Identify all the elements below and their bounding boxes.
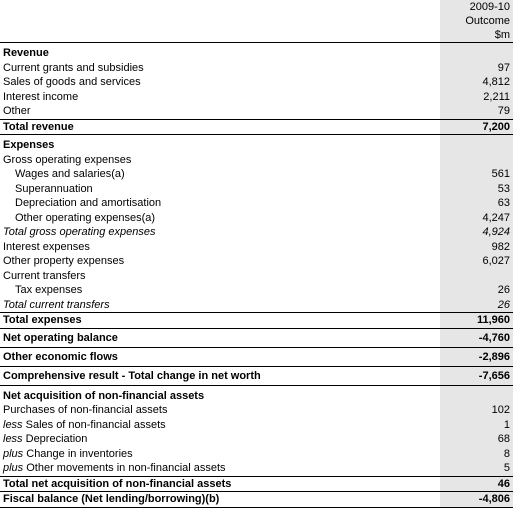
gross-total-value: 4,924 <box>440 225 513 240</box>
table-row <box>0 240 513 255</box>
total-revenue-row <box>0 119 513 135</box>
purchases-value: 102 <box>440 403 513 418</box>
net-operating-row <box>0 328 513 347</box>
gross-total-row <box>0 225 513 240</box>
table-row <box>0 254 513 269</box>
header-year: 2009-10 <box>440 0 513 14</box>
total-expenses-label: Total expenses <box>0 313 440 329</box>
other-movements-label: Other movements in non-financial assets <box>23 462 226 474</box>
row-label: Superannuation <box>15 182 93 195</box>
transfers-total-label: Total current transfers <box>3 298 110 311</box>
header-row-year <box>0 0 513 14</box>
less-prefix: less <box>3 418 23 431</box>
tax-expenses-value: 26 <box>440 283 513 298</box>
table-row <box>0 418 513 433</box>
row-value: 4,247 <box>440 211 513 226</box>
table-row <box>0 461 513 476</box>
gross-total-label: Total gross operating expenses <box>3 226 156 238</box>
net-operating-label: Net operating balance <box>0 328 440 347</box>
row-label: Interest income <box>3 90 79 103</box>
transfers-total-row <box>0 298 513 313</box>
table-row <box>0 211 513 226</box>
transfers-heading: Current transfers <box>3 269 86 282</box>
interest-expenses-value: 982 <box>440 240 513 255</box>
table-row <box>0 196 513 211</box>
total-revenue-label: Total revenue <box>0 119 440 135</box>
less-prefix: less <box>3 433 23 445</box>
other-movements-value: 5 <box>440 461 513 476</box>
other-flows-label: Other economic flows <box>0 347 440 366</box>
row-value: 97 <box>440 61 513 76</box>
header-outcome: Outcome <box>440 14 513 28</box>
other-flows-row <box>0 347 513 366</box>
sales-value: 1 <box>440 418 513 433</box>
inventories-value: 8 <box>440 447 513 462</box>
table-row <box>0 90 513 105</box>
nfa-total-row <box>0 476 513 492</box>
row-label: Depreciation and amortisation <box>15 197 162 209</box>
sales-label: Sales of non-financial assets <box>22 418 166 431</box>
header-unit: $m <box>440 28 513 43</box>
tax-expenses-label: Tax expenses <box>15 284 83 296</box>
nfa-heading: Net acquisition of non-financial assets <box>3 389 205 402</box>
depreciation-label: Depreciation <box>22 433 88 445</box>
nfa-total-value: 46 <box>440 476 513 492</box>
revenue-heading: Revenue <box>3 47 49 59</box>
section-nfa <box>0 385 513 403</box>
table-row <box>0 182 513 197</box>
row-label: Other operating expenses(a) <box>15 211 156 224</box>
row-label: Sales of goods and services <box>3 76 141 88</box>
row-value: 53 <box>440 182 513 197</box>
row-label: Wages and salaries(a) <box>15 168 125 180</box>
expenses-heading: Expenses <box>3 139 55 151</box>
table-row <box>0 283 513 298</box>
row-value: 79 <box>440 104 513 119</box>
transfers-total-value: 26 <box>440 298 513 313</box>
net-operating-value: -4,760 <box>440 328 513 347</box>
inventories-label: Change in inventories <box>23 447 133 460</box>
fiscal-balance-row <box>0 492 513 508</box>
total-expenses-row <box>0 313 513 329</box>
plus-prefix: plus <box>3 462 24 474</box>
row-label: Current grants and subsidies <box>3 61 144 74</box>
row-value: 2,211 <box>440 90 513 105</box>
interest-expenses-label: Interest expenses <box>3 240 90 253</box>
table-row <box>0 403 513 418</box>
table-row <box>0 104 513 119</box>
depreciation-value: 68 <box>440 432 513 447</box>
fiscal-balance-value: -4,806 <box>440 492 513 508</box>
table-row <box>0 61 513 76</box>
row-value: 561 <box>440 167 513 182</box>
purchases-label: Purchases of non-financial assets <box>3 404 168 416</box>
row-value: 63 <box>440 196 513 211</box>
other-property-label: Other property expenses <box>3 255 125 267</box>
fiscal-balance-label: Fiscal balance (Net lending/borrowing)(b) <box>0 492 440 508</box>
plus-prefix: plus <box>3 447 24 460</box>
nfa-total-label: Total net acquisition of non-financial assets <box>0 476 440 492</box>
table-row <box>0 447 513 462</box>
header-row-unit <box>0 28 513 43</box>
section-revenue <box>0 43 513 61</box>
comprehensive-row <box>0 366 513 385</box>
table-row <box>0 153 513 168</box>
table-row <box>0 269 513 284</box>
row-value: 4,812 <box>440 75 513 90</box>
other-flows-value: -2,896 <box>440 347 513 366</box>
comprehensive-value: -7,656 <box>440 366 513 385</box>
table-row <box>0 167 513 182</box>
total-expenses-value: 11,960 <box>440 313 513 329</box>
row-label: Other <box>3 105 31 117</box>
table-row <box>0 432 513 447</box>
header-row-type <box>0 14 513 28</box>
gross-heading: Gross operating expenses <box>3 153 132 166</box>
table-row <box>0 75 513 90</box>
total-revenue-value: 7,200 <box>440 119 513 135</box>
section-expenses <box>0 135 513 153</box>
comprehensive-label: Comprehensive result - Total change in net worth <box>0 366 440 385</box>
other-property-value: 6,027 <box>440 254 513 269</box>
